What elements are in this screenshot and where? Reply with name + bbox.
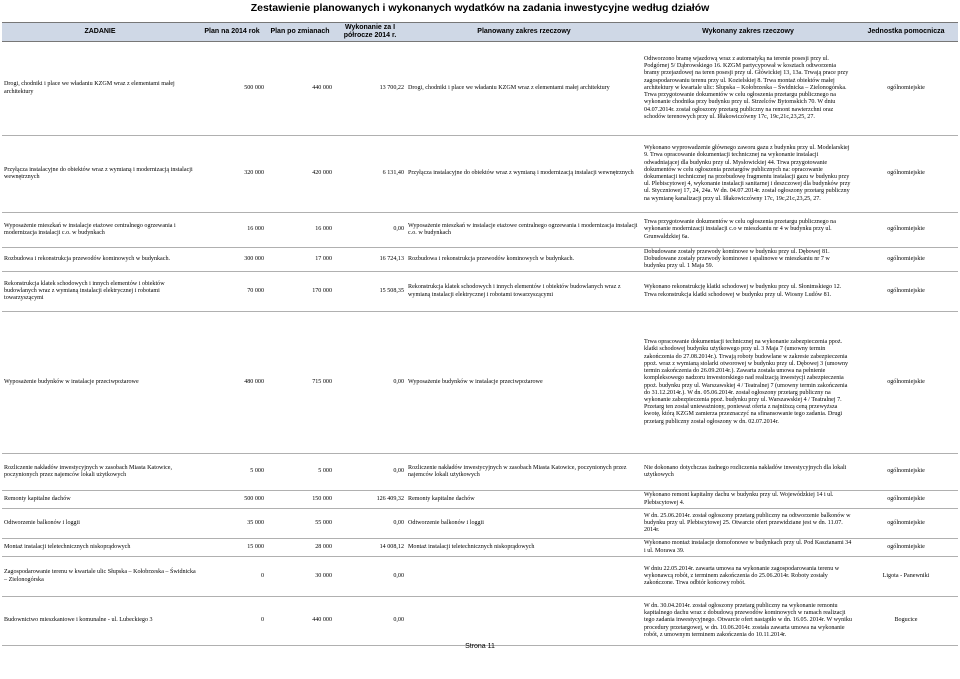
cell-zmiany: 170 000 xyxy=(266,272,334,312)
page-title: Zestawienie planowanych i wykonanych wydatków na zadania inwestycyjne według działów xyxy=(250,2,710,14)
cell-zmiany: 440 000 xyxy=(266,597,334,646)
cell-wykonany: Nie dokonano dotychczas żadnego rozliczenia nakładów inwestycyjnych dla lokali użytkowych xyxy=(642,454,854,491)
header-jednostka: Jednostka pomocnicza xyxy=(854,23,958,42)
cell-wykonany: W dn. 30.04.2014r. został ogłoszony przetarg publiczny na wykonanie remontu kapitalnego dachu wraz z dobudową przewodów kominowych w ramach realizacji tego zadania inwestycyjnego. Otwarcie ofert nastąpiło w dn. 16.05. 2014r. W wyniku procedury przetargowej, w dn. 10.06.2014r. została zawarta umowa na wykonanie robót, z umownym terminem zakończenia do 10.11.2014r. xyxy=(642,597,854,646)
cell-plan: 320 000 xyxy=(198,136,266,213)
cell-wykonany: W dniu 22.05.2014r. zawarta umowa na wykonanie zagospodarowania terenu w wykonawcą robót, z terminem zakończenia do 25.06.2014r. Roboty zostały zakończone. Trwa odbiór końcowy robót. xyxy=(642,557,854,597)
cell-jednostka: Ligota - Panewniki xyxy=(854,557,958,597)
cell-wykonanie: 0,00 xyxy=(334,454,406,491)
cell-planowany: Odtworzenie balkonów i loggii xyxy=(406,509,642,539)
header-plan-zmiany: Plan po zmianach xyxy=(266,23,334,42)
table-row xyxy=(2,491,958,509)
cell-zmiany: 420 000 xyxy=(266,136,334,213)
cell-wykonany: W dn. 25.06.2014r. został ogłoszony przetarg publiczny na odtworzenie balkonów w budynku przy ul. Plebiscytowej 25. Otwarcie ofert przewidziane jest w dn. 11.07. 2014r. xyxy=(642,509,854,539)
cell-zadanie: Odtworzenie balkonów i loggii xyxy=(2,509,198,539)
cell-wykonany: Wykonano remont kapitalny dachu w budynku przy ul. Wojewódzkiej 14 i ul. Plebiscytowej 4. xyxy=(642,491,854,509)
cell-wykonanie: 0,00 xyxy=(334,557,406,597)
cell-zadanie: Przyłącza instalacyjne do obiektów wraz z wymianą i modernizacją instalacji wewnętrznych xyxy=(2,136,198,213)
cell-plan: 70 000 xyxy=(198,272,266,312)
cell-wykonanie: 13 700,22 xyxy=(334,42,406,136)
cell-zmiany: 16 000 xyxy=(266,213,334,248)
cell-plan: 5 000 xyxy=(198,454,266,491)
cell-planowany: Rozbudowa i rekonstrukcja przewodów kominowych w budynkach. xyxy=(406,248,642,272)
cell-zmiany: 55 000 xyxy=(266,509,334,539)
cell-planowany: Rekonstrukcja klatek schodowych i innych elementów i obiektów budowlanych wraz z wymianą instalacji elektrycznej i robotami towarzyszącymi xyxy=(406,272,642,312)
cell-wykonany: Dobudowane zostały przewody kominowe w budynku przy ul. Dębowej 81. Dobudowane zostały przewody kominowe i spalinowe w mieszkaniu nr 7 w budynku przy ul. 1 Maja 59. xyxy=(642,248,854,272)
cell-plan: 16 000 xyxy=(198,213,266,248)
cell-wykonanie: 16 724,13 xyxy=(334,248,406,272)
cell-jednostka: ogólnomiejskie xyxy=(854,491,958,509)
table-row xyxy=(2,539,958,557)
cell-jednostka: Bogucice xyxy=(854,597,958,646)
cell-planowany: Remonty kapitalne dachów xyxy=(406,491,642,509)
header-zadanie: ZADANIE xyxy=(2,23,198,42)
table-row xyxy=(2,42,958,136)
header-wykonanie: Wykonanie za I półrocze 2014 r. xyxy=(334,23,406,42)
cell-planowany: Przyłącza instalacyjne do obiektów wraz z wymianą i modernizacją instalacji wewnętrznych xyxy=(406,136,642,213)
cell-wykonany: Trwa opracowanie dokumentacji technicznej na wykonanie zabezpieczenia ppoż. klatki schodowej budynku użytkowego przy ul. 3 Maja 7 (umowny termin zakończenia do 27.08.2014r.). Trwają roboty budowlane w zakresie zabezpieczenia ppoż. wraz z wymianą stolarki otworowej w budynku przy ul. Dębowej 3 (umowny termin zakończenia do 26.09.2014r.). Zawarta została umowa na pełnienie kompleksowego nadzoru inwestorskiego nad realizacją inwestycji zabezpieczenia ppoż. budynku przy ul. Warszawskiej 4 / Teatralnej 7 (umowny termin zakończenia do 31.12.2014r.). W dn. 05.06.2014r. został ogłoszony przetarg publiczny na wykonanie zabezpieczenia ppoż. budynku przy ul. Warszawskiej 4 / Teatralnej 7. Przetarg ten został unieważniony, ponieważ oferta z najniższą ceną przewyższa kwotę, którą KZGM zamierza przeznaczyć na sfinansowanie tego zadania. Drugi przetarg publiczny został ogłoszony w dn. 02.07.2014r. xyxy=(642,312,854,454)
cell-zmiany: 28 000 xyxy=(266,539,334,557)
cell-zadanie: Zagospodarowanie terenu w kwartale ulic Słupska – Kołobrzeska – Świdnicka – Zielonogórska xyxy=(2,557,198,597)
cell-jednostka: ogólnomiejskie xyxy=(854,539,958,557)
cell-zmiany: 150 000 xyxy=(266,491,334,509)
cell-wykonany: Odtworzono bramę wjazdową wraz z automatyką na terenie posesji przy ul. Podgórnej 5/ Dąbrowskiego 16. KZGM partycypował w kosztach odtworzenia bramy przejazdowej na teren posesji przy ul. Główickiej 13, 13a. Trwają prace przy zagospodarowaniu terenu przy ul. Kozielskiej 8. Trwa montaż obiektów małej architektury w kwartale ulic: Słupska – Kołobrzeska – Świdnicka – Zielonogórska. Trwa przygotowanie dokumentów w celu ogłoszenia przetargu publicznego na wykonanie chodnika przy budynku przy ul. Strzelców Bytomskich 70. W dniu 04.07.2014r. został ogłoszony przetarg publiczny na remont nawierzchni oraz schodów terenowych przy ul. Iłłakowiczówny 17c, 19c,21c,23,25, 27. xyxy=(642,42,854,136)
header-plan-rok: Plan na 2014 rok xyxy=(198,23,266,42)
cell-wykonanie: 0,00 xyxy=(334,509,406,539)
cell-plan: 500 000 xyxy=(198,42,266,136)
table-row xyxy=(2,136,958,213)
table-row xyxy=(2,213,958,248)
cell-zadanie: Rozbudowa i rekonstrukcja przewodów kominowych w budynkach. xyxy=(2,248,198,272)
cell-zadanie: Budownictwo mieszkaniowe i komunalne - ul. Lubeckiego 3 xyxy=(2,597,198,646)
cell-plan: 0 xyxy=(198,557,266,597)
cell-zadanie: Wyposażenie budynków w instalacje przeciwpożarowe xyxy=(2,312,198,454)
cell-jednostka: ogólnomiejskie xyxy=(854,454,958,491)
cell-wykonany: Wykonano rekonstrukcję klatki schodowej w budynku przy ul. Słonimskiego 12. Trwa rekonstrukcja klatki schodowej w budynku przy ul. Wiosny Ludów 81. xyxy=(642,272,854,312)
header-row xyxy=(2,23,958,42)
cell-zadanie: Wyposażenie mieszkań w instalacje etażowe centralnego ogrzewania i modernizacja instalacji c.o. w budynkach xyxy=(2,213,198,248)
cell-planowany: Montaż instalacji teletechnicznych niskoprądowych xyxy=(406,539,642,557)
expenditure-table xyxy=(2,22,958,646)
table-row xyxy=(2,509,958,539)
cell-jednostka: ogólnomiejskie xyxy=(854,509,958,539)
cell-plan: 15 000 xyxy=(198,539,266,557)
cell-jednostka: ogólnomiejskie xyxy=(854,248,958,272)
cell-wykonanie: 126 409,32 xyxy=(334,491,406,509)
cell-jednostka: ogólnomiejskie xyxy=(854,213,958,248)
cell-plan: 500 000 xyxy=(198,491,266,509)
header-planowany: Planowany zakres rzeczowy xyxy=(406,23,642,42)
cell-wykonany: Wykonano wyprowadzenie głównego zaworu gazu z budynku przy ul. Modelarskiej 9. Trwa opracowanie dokumentacji technicznej na wykonanie instalacji odwadniającej dla budynku przy ul. Mysłowickiej 44. Trwa przygotowanie dokumentów w celu ogłoszenia przetargów publicznych na: opracowanie dokumentacji technicznej na przebudowę fragmentu instalacji gazu w budynku przy ul. Plebiscytowej 4, wykonanie instalacji sanitarnej i deszczowej dla budynków przy ul. Styczniowej 17, 24, 24a. W dn. 04.07.2014r. został ogłoszony przetarg publiczny na wymianę kanalizacji przy ul. Iłłakowiczówny 17c, 19c,21c,23,25, 27. xyxy=(642,136,854,213)
cell-planowany xyxy=(406,597,642,646)
cell-plan: 300 000 xyxy=(198,248,266,272)
cell-jednostka: ogólnomiejskie xyxy=(854,136,958,213)
cell-zadanie: Montaż instalacji teletechnicznych niskoprądowych xyxy=(2,539,198,557)
table-row xyxy=(2,248,958,272)
cell-wykonanie: 15 508,35 xyxy=(334,272,406,312)
cell-zmiany: 715 000 xyxy=(266,312,334,454)
cell-zmiany: 30 000 xyxy=(266,557,334,597)
cell-zadanie: Rozliczenie nakładów inwestycyjnych w zasobach Miasta Katowice, poczynionych przez najemców lokali użytkowych xyxy=(2,454,198,491)
cell-zmiany: 440 000 xyxy=(266,42,334,136)
cell-zmiany: 17 000 xyxy=(266,248,334,272)
cell-jednostka: ogólnomiejskie xyxy=(854,272,958,312)
cell-planowany: Rozliczenie nakładów inwestycyjnych w zasobach Miasta Katowice, poczynionych przez najemców lokali użytkowych xyxy=(406,454,642,491)
cell-zadanie: Rekonstrukcja klatek schodowych i innych elementów i obiektów budowlanych wraz z wymianą instalacji elektrycznej i robotami towarzyszącymi xyxy=(2,272,198,312)
cell-zmiany: 5 000 xyxy=(266,454,334,491)
cell-plan: 35 000 xyxy=(198,509,266,539)
cell-wykonanie: 6 131,40 xyxy=(334,136,406,213)
cell-wykonany: Wykonano montaż instalacje domofonowe w budynkach przy ul. Pod Kasztanami 34 i ul. Morawa 39. xyxy=(642,539,854,557)
cell-planowany xyxy=(406,557,642,597)
cell-jednostka: ogólnomiejskie xyxy=(854,42,958,136)
cell-planowany: Wyposażenie mieszkań w instalacje etażowe centralnego ogrzewania i modernizacja instalacji c.o. w budynkach xyxy=(406,213,642,248)
cell-zadanie: Remonty kapitalne dachów xyxy=(2,491,198,509)
cell-wykonanie: 0,00 xyxy=(334,597,406,646)
table-row xyxy=(2,312,958,454)
cell-zadanie: Drogi, chodniki i place we władaniu KZGM wraz z elementami małej architektury xyxy=(2,42,198,136)
table-row xyxy=(2,454,958,491)
table-row xyxy=(2,597,958,646)
cell-wykonanie: 0,00 xyxy=(334,213,406,248)
cell-jednostka: ogólnomiejskie xyxy=(854,312,958,454)
cell-planowany: Drogi, chodniki i place we władaniu KZGM wraz z elementami małej architektury xyxy=(406,42,642,136)
cell-plan: 0 xyxy=(198,597,266,646)
page-footer: Strona 11 xyxy=(465,643,495,650)
cell-wykonany: Trwa przygotowanie dokumentów w celu ogłoszenia przetargu publicznego na wykonanie modernizacji instalacji c.o w mieszkaniu nr 4 w budynku przy ul. Grunwaldzkiej 6a. xyxy=(642,213,854,248)
cell-wykonanie: 14 008,12 xyxy=(334,539,406,557)
cell-wykonanie: 0,00 xyxy=(334,312,406,454)
table-row xyxy=(2,272,958,312)
cell-plan: 480 000 xyxy=(198,312,266,454)
cell-planowany: Wyposażenie budynków w instalacje przeciwpożarowe xyxy=(406,312,642,454)
table-row xyxy=(2,557,958,597)
header-wykonany: Wykonany zakres rzeczowy xyxy=(642,23,854,42)
